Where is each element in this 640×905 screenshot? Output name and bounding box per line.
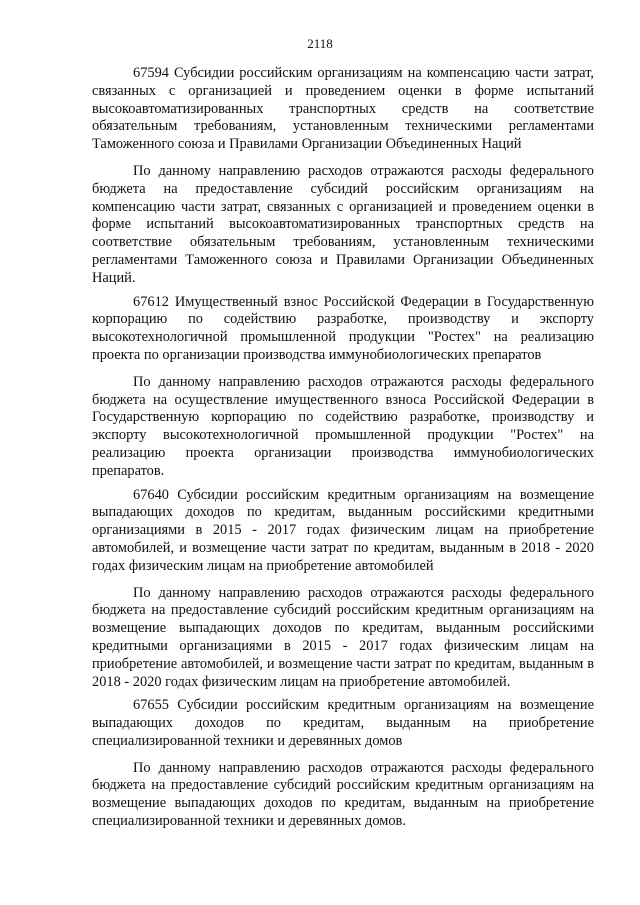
section-67655-description: По данному направлению расходов отражаются расходы федерального бюджета на предоставление субсидий российским кредитным организациям на возмещение выпадающих доходов по кредитам, выданным на приобретение специализированной техники и деревянных домов. — [92, 759, 594, 830]
section-67594-description: По данному направлению расходов отражаются расходы федерального бюджета на предоставление субсидий российским организациям на компенсацию части затрат, связанных с организацией и проведением оценки в форме испытаний высокоавтоматизированных транспортных средств на соответствие обязательным требованиям, установленным техническими регламентами Таможенного союза и Правилами Организации Объединенных Наций. — [92, 162, 594, 286]
section-67640-heading: 67640 Субсидии российским кредитным организациям на возмещение выпадающих доходов по кредитам, выданным российскими кредитными организациями в 2015 - 2017 годах физическим лицам на приобретение автомобилей, и возмещение части затрат по кредитам, выданным в 2018 - 2020 годах физическим лицам на приобретение автомобилей — [92, 486, 594, 574]
section-67640-description: По данному направлению расходов отражаются расходы федерального бюджета на предоставление субсидий российским кредитным организациям на возмещение выпадающих доходов по кредитам, выданным российскими кредитными организациями в 2015 - 2017 годах физическим лицам на приобретение автомобилей, и возмещение части затрат по кредитам, выданным в 2018 - 2020 годах физическим лицам на приобретение автомобилей. — [92, 584, 594, 690]
page-number: 2118 — [307, 36, 333, 51]
section-67612-description: По данному направлению расходов отражаются расходы федерального бюджета на осуществление имущественного взноса Российской Федерации в Государственную корпорацию по содействию разработке, производству и экспорту высокотехнологичной промышленной продукции "Ростех" на реализацию проекта организации производства иммунобиологических препаратов. — [92, 373, 594, 479]
section-67655-heading: 67655 Субсидии российским кредитным организациям на возмещение выпадающих доходов по кредитам, выданным на приобретение специализированной техники и деревянных домов — [92, 697, 594, 749]
section-67612-heading: 67612 Имущественный взнос Российской Федерации в Государственную корпорацию по содействию разработке, производству и экспорту высокотехнологичной промышленной продукции "Ростех" на реализацию проекта по организации производства иммунобиологических препаратов — [92, 293, 594, 363]
section-67594-heading: 67594 Субсидии российским организациям на компенсацию части затрат, связанных с организацией и проведением оценки в форме испытаний высокоавтоматизированных транспортных средств на соответствие обязательным требованиям, установленным техническими регламентами Таможенного союза и Правилами Организации Объединенных Наций — [92, 65, 594, 153]
document-body — [92, 65, 594, 837]
